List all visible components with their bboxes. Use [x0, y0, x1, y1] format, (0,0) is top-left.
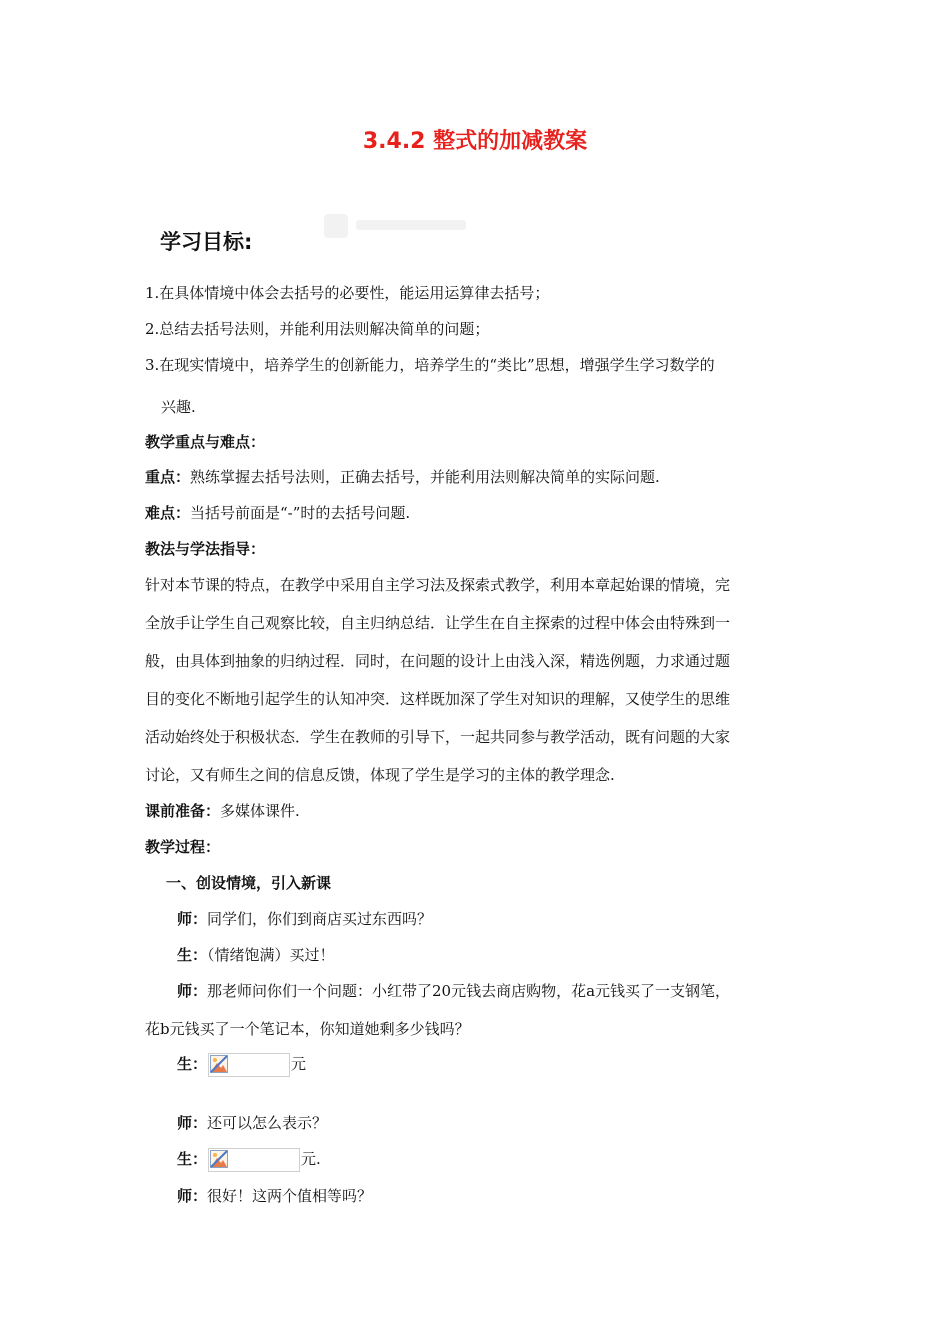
- formula-image-placeholder: [208, 1053, 290, 1077]
- speaker-label: 师：: [177, 1187, 208, 1205]
- speaker-label: 生：: [177, 946, 208, 964]
- watermark-logo: [322, 208, 472, 244]
- formula-image-placeholder: [208, 1148, 300, 1172]
- goal-item-1: 1.在具体情境中体会去括号的必要性，能运用运算律去括号；: [145, 284, 550, 302]
- speaker-label: 师：: [177, 982, 208, 1000]
- method-line-5: 活动始终处于积极状态．学生在教师的引导下，一起共同参与教学活动，既有问题的大家: [145, 728, 731, 746]
- broken-image-icon: [210, 1150, 228, 1168]
- prep-line: [145, 801, 300, 821]
- dialogue-line-5: [177, 1113, 327, 1133]
- difficulty-text: 当括号前面是“-”时的去括号问题.: [190, 504, 411, 522]
- prep-label: 课前准备：: [145, 802, 221, 820]
- dialogue-line-4: [177, 1053, 306, 1077]
- dialogue-text: 同学们，你们到商店买过东西吗？: [207, 910, 433, 928]
- broken-image-icon: [210, 1055, 228, 1073]
- focus-line: [145, 467, 660, 487]
- speaker-label: 生：: [177, 1055, 208, 1073]
- prep-text: 多媒体课件.: [220, 802, 300, 820]
- dialogue-line-7: [177, 1186, 372, 1206]
- difficulty-line: [145, 503, 410, 523]
- section-1-heading: 一、创设情境，引入新课: [166, 874, 332, 892]
- method-line-4: 目的变化不断地引起学生的认知冲突．这样既加深了学生对知识的理解，又使学生的思维: [145, 690, 731, 708]
- goal-item-3-continued: 兴趣.: [161, 398, 196, 416]
- speaker-label: 师：: [177, 910, 208, 928]
- key-points-heading: 教学重点与难点：: [145, 433, 266, 451]
- dialogue-text: （情绪饱满）买过！: [207, 946, 335, 964]
- goals-heading: 学习目标:: [160, 230, 253, 254]
- dialogue-line-3: [177, 981, 730, 1001]
- dialogue-text: 那老师问你们一个问题：小红带了20元钱去商店购物，花a元钱买了一支钢笔，: [207, 982, 731, 1000]
- difficulty-label: 难点：: [145, 504, 191, 522]
- dialogue-line-2: [177, 945, 335, 965]
- method-heading: 教法与学法指导：: [145, 540, 266, 558]
- focus-label: 重点：: [145, 468, 191, 486]
- dialogue-line-6: [177, 1148, 321, 1172]
- method-line-1: 针对本节课的特点，在教学中采用自主学习法及探索式教学，利用本章起始课的情境，完: [145, 576, 731, 594]
- dialogue-line-1: [177, 909, 432, 929]
- dialogue-text: 还可以怎么表示？: [207, 1114, 328, 1132]
- method-line-2: 全放手让学生自己观察比较，自主归纳总结．让学生在自主探索的过程中体会由特殊到一: [145, 614, 731, 632]
- dialogue-line-3-continued: 花b元钱买了一个笔记本，你知道她剩多少钱吗？: [145, 1020, 470, 1038]
- speaker-label: 师：: [177, 1114, 208, 1132]
- method-line-3: 般，由具体到抽象的归纳过程．同时，在问题的设计上由浅入深，精选例题，力求通过题: [145, 652, 731, 670]
- dialogue-text: 很好！这两个值相等吗？: [207, 1187, 373, 1205]
- speaker-label: 生：: [177, 1150, 208, 1168]
- focus-text: 熟练掌握去括号法则，正确去括号，并能利用法则解决简单的实际问题.: [190, 468, 660, 486]
- goal-item-2: 2.总结去括号法则，并能利用法则解决简单的问题；: [145, 320, 490, 338]
- document-title: 3.4.2 整式的加减教案: [362, 129, 588, 154]
- process-heading: 教学过程：: [145, 838, 221, 856]
- unit-text: 元: [291, 1055, 307, 1073]
- goal-item-3: 3.在现实情境中，培养学生的创新能力，培养学生的“类比”思想，增强学生学习数学的: [145, 356, 715, 374]
- unit-text: 元.: [301, 1150, 321, 1168]
- method-line-6: 讨论，又有师生之间的信息反馈，体现了学生是学习的主体的教学理念.: [145, 766, 615, 784]
